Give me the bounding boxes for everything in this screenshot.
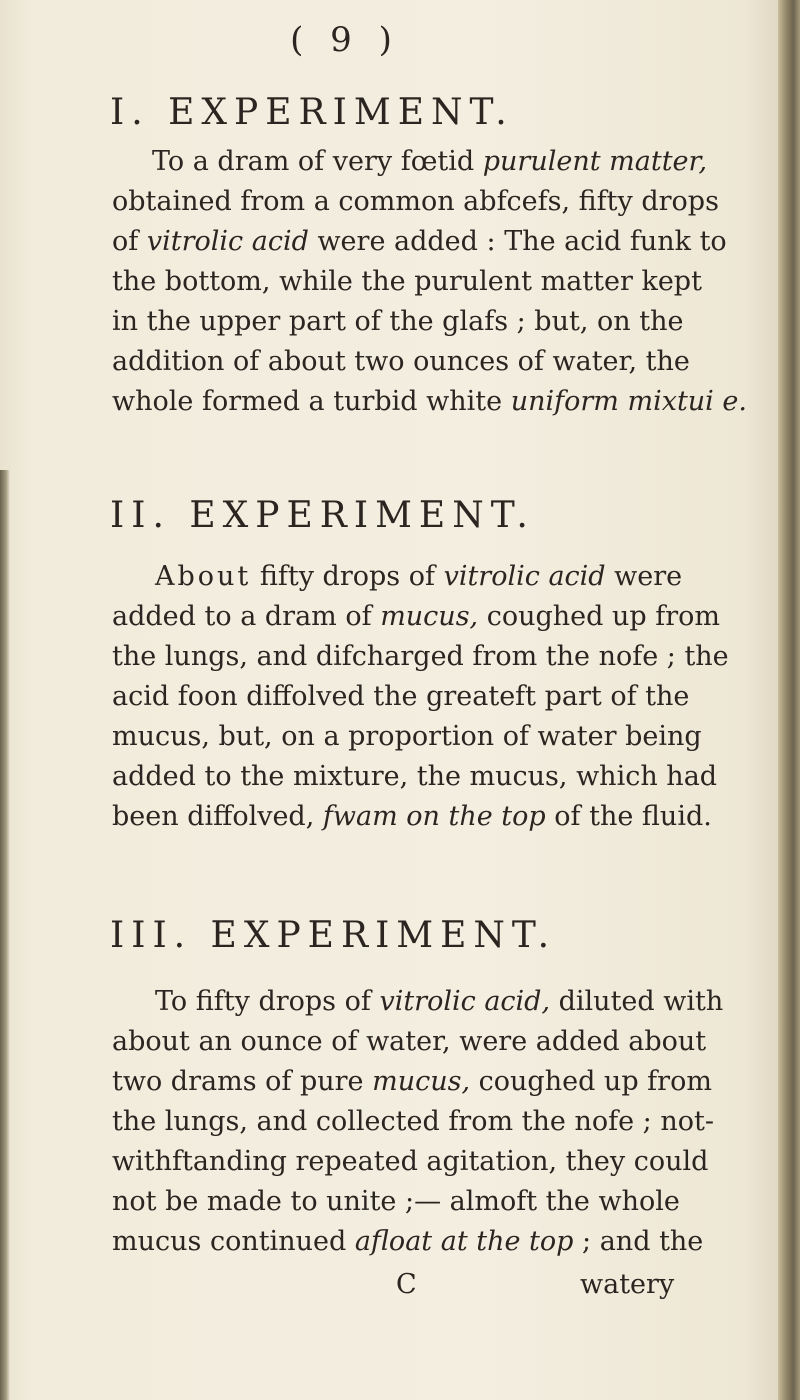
section-3-line-1: To fifty drops of vitrolic acid, diluted with xyxy=(155,986,724,1017)
section-1-heading: I. EXPERIMENT. xyxy=(110,92,514,133)
section-2-heading: II. EXPERIMENT. xyxy=(110,495,535,536)
page-edge-right xyxy=(778,0,800,1400)
section-2-line-6: added to the mixture, the mucus, which had xyxy=(112,761,718,792)
section-1-line-3: of vitrolic acid were added : The acid funk to xyxy=(112,226,727,257)
section-3-line-4: the lungs, and collected from the nofe ; not- xyxy=(112,1106,714,1137)
section-3-line-6: not be made to unite ;— almoft the whole xyxy=(112,1186,680,1217)
section-3-line-7: mucus continued afloat at the top ; and the xyxy=(112,1226,704,1257)
section-3-heading: III. EXPERIMENT. xyxy=(110,915,557,956)
section-1-line-7: whole formed a turbid white uniform mixtui e. xyxy=(112,386,747,417)
page-number: ( 9 ) xyxy=(290,20,400,60)
section-3-line-5: withftanding repeated agitation, they could xyxy=(112,1146,709,1177)
section-2-line-1: About fifty drops of vitrolic acid were xyxy=(155,561,683,592)
section-2-line-3: the lungs, and difcharged from the nofe ; the xyxy=(112,641,729,672)
section-2-line-7: been diffolved, fwam on the top of the fluid. xyxy=(112,801,712,832)
signature-mark: C xyxy=(396,1269,417,1300)
page-edge-left xyxy=(0,470,10,1400)
section-1-line-6: addition of about two ounces of water, the xyxy=(112,346,690,377)
section-2-line-5: mucus, but, on a proportion of water being xyxy=(112,721,702,752)
section-2-line-4: acid foon diffolved the greateft part of the xyxy=(112,681,690,712)
section-1-line-5: in the upper part of the glafs ; but, on the xyxy=(112,306,684,337)
section-2-line-2: added to a dram of mucus, coughed up from xyxy=(112,601,721,632)
section-1-line-2: obtained from a common abfcefs, fifty drops xyxy=(112,186,719,217)
section-1-line-1: To a dram of very fœtid purulent matter, xyxy=(152,146,708,177)
section-3-line-3: two drams of pure mucus, coughed up from xyxy=(112,1066,712,1097)
section-3-line-2: about an ounce of water, were added about xyxy=(112,1026,707,1057)
section-1-line-4: the bottom, while the purulent matter kept xyxy=(112,266,702,297)
catchword: watery xyxy=(580,1269,675,1300)
